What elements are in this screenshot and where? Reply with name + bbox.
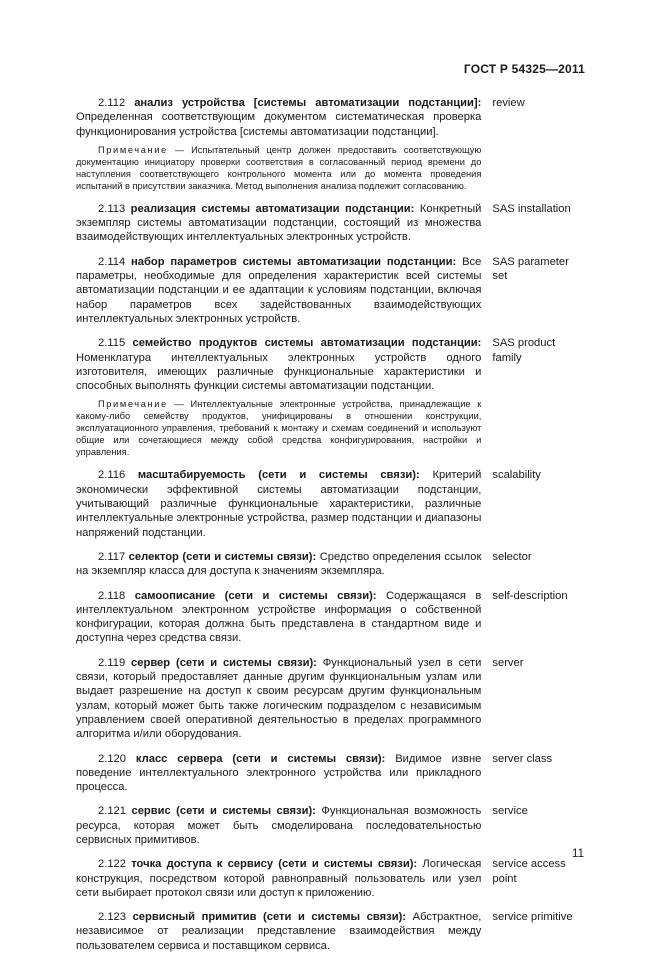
english-equivalent: server [492, 656, 524, 669]
term-definition: Определенная соответствующим документом систематическая проверка функционирования устройства [системы автоматизации подстанции]. [76, 111, 482, 138]
english-equivalent: service access point [492, 858, 566, 885]
english-equivalent: SAS installation [492, 202, 571, 215]
note-label: Примечание [98, 399, 168, 410]
term-name: точка доступа к сервису (сети и системы связи): [131, 858, 418, 871]
english-equivalent: self-description [492, 589, 568, 602]
term-paragraph [76, 550, 481, 579]
term-definition-block [76, 752, 481, 795]
term-entry [76, 589, 584, 646]
term-entry [76, 255, 584, 326]
terms-list [76, 96, 584, 963]
term-entry [76, 468, 584, 539]
term-name: сервис (сети и системы связи): [131, 805, 316, 818]
term-paragraph [76, 468, 481, 539]
term-paragraph [76, 857, 481, 900]
term-paragraph [76, 202, 481, 245]
term-paragraph [76, 255, 481, 326]
term-entry [76, 857, 584, 900]
term-definition-block [76, 336, 481, 458]
term-name: масштабируемость (сети и системы связи): [137, 469, 420, 482]
term-number: 2.119 [98, 656, 126, 669]
english-equivalent: review [492, 97, 525, 109]
english-equivalent: SAS product family [492, 337, 556, 364]
term-entry [76, 336, 584, 458]
term-number: 2.121 [98, 805, 126, 818]
english-equivalent: server class [492, 752, 553, 765]
term-definition-block [76, 255, 481, 326]
term-definition: Функциональная возможность ресурса, которая может быть смоделирована последовательностью сервисных примитивов. [76, 805, 482, 846]
term-number: 2.120 [98, 752, 126, 765]
term-number: 2.118 [98, 589, 126, 602]
term-number: 2.115 [98, 337, 126, 350]
term-definition: Номенклатура интеллектуальных электронных устройств одного изготовителя, имеющих различные функциональные характеристики и способных выполнять функции системы автоматизации подстанции. [76, 351, 482, 393]
term-name: реализация системы автоматизации подстанции: [130, 202, 415, 215]
note-text: — Интеллектуальные электронные устройства, принадлежащие к какому-либо семейству продуктов, унифицированы в отношении конструкции, эксплуатационного управления, требований к монтажу и схемам соединений и используют общие или сочетающиеся между собой средства конфигурирования, настройки и управления. [76, 399, 482, 458]
english-equivalent: SAS parameter set [492, 255, 569, 283]
term-definition: Средство определения ссылок на экземпляр класса для доступа к значениям экземпляра. [76, 550, 482, 578]
term-number: 2.122 [98, 858, 126, 871]
document-id: ГОСТ Р 54325—2011 [463, 62, 585, 76]
term-paragraph [76, 589, 481, 646]
term-number: 2.117 [98, 550, 126, 563]
term-paragraph [76, 804, 481, 847]
term-name: класс сервера (сети и системы связи): [135, 752, 386, 765]
term-entry [76, 804, 584, 847]
term-name: семейство продуктов системы автоматизации подстанции: [132, 337, 482, 350]
term-note [76, 144, 481, 192]
term-definition-block [76, 468, 481, 539]
page-number: 11 [572, 848, 584, 860]
term-definition: Логическая конструкция, посредством которой равноправный пользователь или узел сети выбирает протокол связи или доступ к приложению. [76, 858, 482, 899]
term-entry [76, 656, 584, 742]
term-number: 2.116 [98, 469, 126, 482]
term-definition-block [76, 656, 481, 742]
term-paragraph [76, 96, 481, 139]
term-definition-block [76, 857, 481, 900]
term-definition: Все параметры, необходимые для определения характеристик всей системы автоматизации подстанции и ее адаптации к условиям подстанции, включая набор параметров всех задействованных взаимодействующих интеллектуальных электронных устройств. [76, 255, 482, 325]
term-paragraph [76, 656, 481, 742]
term-definition-block [76, 910, 481, 953]
english-equivalent: service primitive [492, 911, 573, 924]
term-number: 2.113 [98, 202, 126, 215]
english-equivalent: scalability [492, 469, 541, 482]
term-definition-block [76, 202, 481, 245]
term-entry [76, 752, 584, 795]
term-number: 2.114 [98, 255, 126, 268]
term-definition: Функциональный узел в сети связи, который предоставляет данные другим функциональным узлам или выдает разрешение на доступ к своим ресурсам другим функциональным узлам, который может быть также логическим подразделом с независимым управлением своей оперативной деятельностью в пределах программного алгоритма и/или оборудования. [76, 656, 482, 741]
term-paragraph [76, 910, 481, 953]
term-paragraph [76, 336, 481, 393]
term-definition-block [76, 96, 481, 192]
english-equivalent: service [492, 805, 528, 818]
term-paragraph [76, 752, 481, 795]
term-definition-block [76, 550, 481, 579]
term-definition: Критерий экономически эффективной системы автоматизации подстанции, учитывающий различные функциональные характеристики, различные интеллектуальные электронные устройства, размер подстанции и диапазоны напряжений подстанции. [76, 469, 482, 539]
note-text: — Испытательный центр должен предоставить соответствующую документацию инициатору проверки соответствия в согласованный период времени до наступления соответствующего контрольного момента или до момента проведения испытаний в присутствии заказчика. Метод выполнения анализа подлежит согласованию. [76, 144, 482, 191]
term-entry [76, 202, 584, 245]
term-name: селектор (сети и системы связи): [128, 550, 317, 563]
term-number: 2.123 [98, 911, 126, 924]
term-definition: Абстрактное, независимое от реализации представление взаимодействия между пользователем сервиса и поставщиком сервиса. [76, 911, 482, 952]
term-entry [76, 550, 584, 579]
term-entry [76, 96, 584, 192]
term-note [76, 398, 481, 458]
english-equivalent: selector [492, 550, 532, 563]
term-name: набор параметров системы автоматизации подстанции: [130, 255, 457, 268]
term-definition: Видимое извне поведение интеллектуального электронного устройства или прикладного процесса. [76, 752, 482, 794]
term-entry [76, 910, 584, 953]
term-number: 2.112 [98, 97, 126, 109]
term-definition-block [76, 804, 481, 847]
note-label: Примечание [98, 144, 168, 155]
term-name: сервисный примитив (сети и системы связи): [132, 911, 407, 924]
term-name: анализ устройства [системы автоматизации подстанции]: [134, 97, 482, 109]
term-definition: Содержащаяся в интеллектуальном электронном устройстве информация о собственной конфигурации, которая должна быть представлена в стандартном виде и доступна через средства связи. [76, 589, 482, 645]
term-definition-block [76, 589, 481, 646]
term-name: самоописание (сети и системы связи): [134, 589, 377, 602]
term-name: сервер (сети и системы связи): [131, 656, 317, 669]
term-definition: Конкретный экземпляр системы автоматизации подстанции, состоящий из множества взаимодействующих интеллектуальных электронных устройств. [76, 202, 482, 244]
